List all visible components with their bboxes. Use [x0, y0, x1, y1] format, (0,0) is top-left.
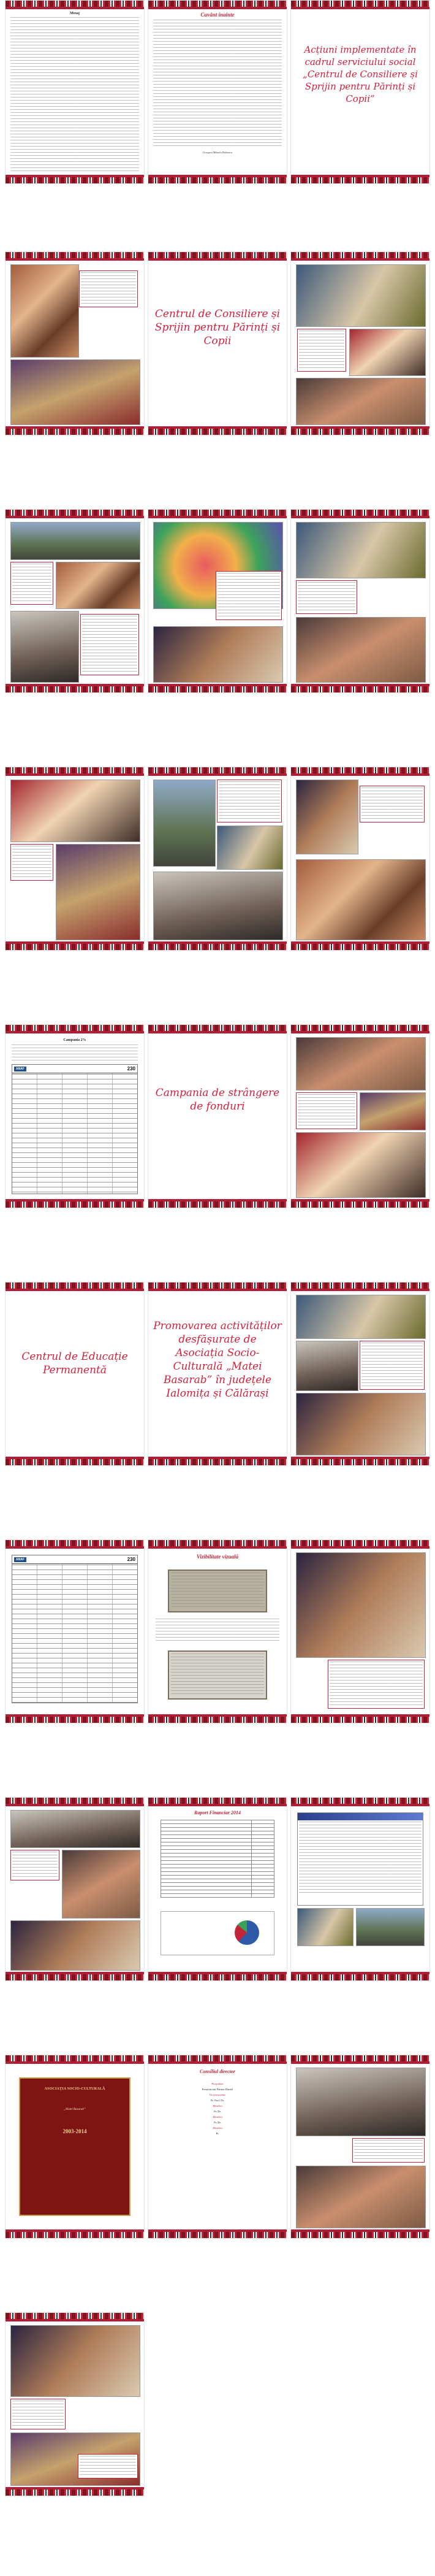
- page-title: Campania 2%: [63, 1038, 86, 1042]
- photo: [62, 1850, 140, 1919]
- page-photos: [5, 509, 145, 693]
- plaque-image: [168, 1650, 267, 1700]
- caption-box: [79, 270, 138, 307]
- photo: [296, 1341, 358, 1391]
- body-text-lines: [153, 20, 282, 148]
- page-photos: [5, 1797, 145, 1981]
- photo: [360, 1092, 426, 1130]
- website-screenshot: [297, 1812, 423, 1906]
- spread-row-4: [0, 767, 435, 951]
- page-photos: [290, 2055, 430, 2239]
- photo: [56, 562, 140, 609]
- section-title: Acțiuni implementate în cadrul serviciului social „Centrul de Consiliere și Sprijin pentru Părinți și Copii”: [303, 44, 418, 104]
- photo: [10, 780, 140, 842]
- photo: [296, 378, 426, 425]
- photo: [296, 859, 426, 940]
- plaque-image: [168, 1570, 267, 1612]
- financial-table: [161, 1820, 274, 1898]
- photo: [10, 522, 140, 560]
- council-member: Pr. Dr.: [214, 2110, 221, 2113]
- photo: [297, 1908, 354, 1946]
- page-photos: [5, 767, 145, 951]
- photo: [296, 522, 426, 578]
- pie-chart: [235, 1920, 259, 1945]
- spread-row-5: [0, 1024, 435, 1208]
- page-foreword: [148, 0, 287, 184]
- council-member: Pr. Dr.: [214, 2121, 221, 2124]
- page-title: Raport Financiar 2014: [194, 1810, 241, 1815]
- spread-row-7: [0, 1539, 435, 1723]
- photo: [217, 826, 283, 870]
- caption-box: [10, 562, 53, 605]
- page-council: [148, 2055, 287, 2239]
- photo: [10, 1810, 140, 1848]
- form-230: [12, 1555, 138, 1703]
- caption-box: [296, 580, 357, 614]
- page-photos: [148, 509, 287, 693]
- photo: [296, 1295, 426, 1339]
- page-photos: [290, 251, 430, 435]
- section-title: Campania de strângere de fonduri: [155, 1087, 280, 1113]
- caption-box: [78, 2454, 138, 2478]
- section-title: Promovarea activităților desfășurate de Asociația Socio-Culturală „Matei Basarab” în județele Ialomița și Călărași: [153, 1320, 282, 1400]
- photo: [56, 844, 140, 940]
- caption-box: [217, 780, 282, 822]
- body-text-lines: [10, 17, 139, 172]
- page-financial-report: [148, 1797, 287, 1981]
- page-title: Consiliul director: [199, 2069, 235, 2074]
- spread-row-8: [0, 1797, 435, 1981]
- page-visibility: [148, 1539, 287, 1723]
- pattern-band-icon: [6, 1, 144, 7]
- photo: [296, 1393, 426, 1455]
- page-website: [290, 1797, 430, 1981]
- spread-row-1: [0, 0, 435, 184]
- photo: [296, 264, 426, 327]
- caption-box: [352, 2138, 425, 2163]
- page-section-title: [148, 251, 287, 435]
- photo: [356, 1908, 425, 1946]
- spread-row-6: [0, 1282, 435, 1466]
- page-section-title: [290, 0, 430, 184]
- form-number: 230: [127, 1066, 135, 1071]
- spread-row-9: [0, 2055, 435, 2239]
- page-title: Mesaj: [70, 12, 80, 15]
- photo: [153, 872, 283, 940]
- photo: [296, 1552, 426, 1658]
- page-tax-form-2: [5, 1539, 145, 1723]
- anniversary-cover: ASOCIAȚIA SOCIO-CULTURALĂ „Matei Basarab” 2003-2014: [19, 2077, 130, 2216]
- pie-chart-panel: [161, 1911, 274, 1955]
- caption-box: [296, 1092, 357, 1129]
- caption-box: [360, 786, 425, 822]
- council-member: Pr.: [216, 2132, 219, 2135]
- photo: [296, 1132, 426, 1198]
- page-photos: [290, 767, 430, 951]
- caption-box: [10, 2399, 66, 2429]
- photo: [10, 359, 140, 425]
- photo: [153, 780, 216, 867]
- page-photos: [5, 2312, 145, 2496]
- council-list: Președinte Preafericitul Părinte Daniel Vicepreședinte Pr. Prof. Dr. Membru Pr. Dr. Membru Pr. Dr. Membru Pr.: [154, 2081, 281, 2136]
- photo: [10, 264, 79, 358]
- page-section-title: [148, 1282, 287, 1466]
- caption-box: [297, 329, 346, 372]
- caption-box: [10, 844, 53, 881]
- caption-box: [360, 1341, 425, 1390]
- form-number: 230: [127, 1557, 135, 1562]
- cover-years: 2003-2014: [62, 2128, 87, 2134]
- page-photos: [290, 509, 430, 693]
- page-message: [5, 0, 145, 184]
- page-photos: [5, 251, 145, 435]
- page-cover-anniversary: [5, 2055, 145, 2239]
- council-member: Preafericitul Părinte Daniel: [202, 2088, 233, 2091]
- page-tax-form: [5, 1024, 145, 1208]
- spread-row-10: [0, 2312, 435, 2496]
- caption-box: [328, 1660, 425, 1709]
- section-title: Centrul de Educație Permanentă: [21, 1351, 128, 1376]
- spread-row-3: [0, 509, 435, 693]
- council-member: Pr. Prof. Dr.: [210, 2099, 225, 2102]
- photo: [10, 611, 79, 683]
- photo: [349, 329, 426, 376]
- photo: [10, 1920, 140, 1971]
- page-section-title: [148, 1024, 287, 1208]
- page-photos: [290, 1024, 430, 1208]
- photo: [296, 617, 426, 683]
- anaf-logo: ANAF: [14, 1557, 26, 1562]
- page-photos: [148, 767, 287, 951]
- signature: Georgeta Mihaela Păduraru: [203, 151, 232, 154]
- section-title: Centrul de Consiliere și Sprijin pentru Părinți și Copii: [154, 308, 281, 347]
- anaf-logo: ANAF: [14, 1067, 26, 1071]
- spread-row-2: [0, 251, 435, 435]
- photo: [296, 2166, 426, 2228]
- photo: [153, 626, 283, 683]
- form-230: [12, 1064, 138, 1194]
- photo: [10, 2325, 140, 2397]
- page-section-title: [5, 1282, 145, 1466]
- page-photos: [290, 1539, 430, 1723]
- photo: [296, 780, 358, 854]
- caption-box: [216, 571, 282, 620]
- page-title: Vizibilitate vizuală: [196, 1554, 239, 1560]
- page-title: Cuvânt înainte: [200, 12, 235, 18]
- caption-box: [10, 1850, 59, 1880]
- page-photos: [290, 1282, 430, 1466]
- photo: [296, 2068, 426, 2136]
- photo: [296, 1037, 426, 1091]
- caption-box: [80, 614, 139, 675]
